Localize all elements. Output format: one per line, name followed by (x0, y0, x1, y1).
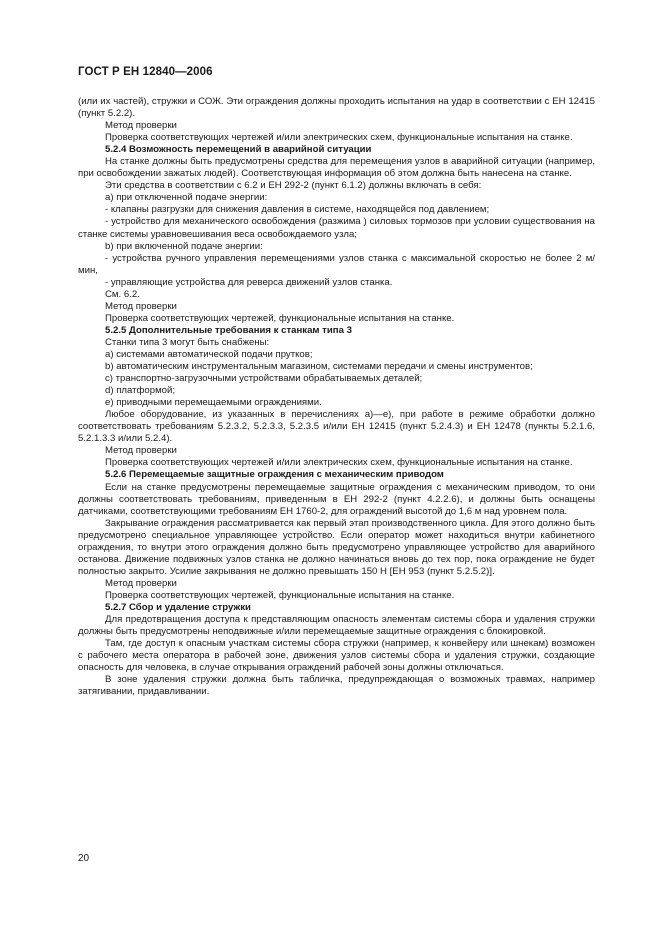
paragraph: Метод проверки (105, 445, 177, 457)
section-heading-5-2-7: 5.2.7 Сбор и удаление стружки (105, 601, 251, 613)
paragraph: Проверка соответствующих чертежей и/или электрических схем, функциональные испытания на станке. (105, 457, 573, 469)
paragraph: Проверка соответствующих чертежей, функциональные испытания на станке. (105, 312, 455, 324)
paragraph: Закрывание ограждения рассматривается как первый этап производственного цикла. Для этого должно быть предусмотрено специальное управляющее устройство. Если оператор может находиться внутри кабинетного ограждения, то внутри этого ограждения должно быть предусмотрено управляющее устройство для аварийного останова. Движение подвижных узлов станка не должно начинаться вновь до тех пор, пока ограждение не будет полностью закрыто. Усилие закрывания не должно превышать 150 Н [ЕН 953 (пункт 5.2.5.2)]. (78, 517, 595, 577)
paragraph: Любое оборудование, из указанных в перечислениях а)—е), при работе в режиме обработки должно соответствовать требованиям 5.2.3.2, 5.2.3.3, 5.2.3.5 и/или ЕН 12415 (пункт 5.2.4.3) и ЕН 12478 (пункты 5.2.1.6, 5.2.1.3.3 и/или 5.2.4). (78, 409, 595, 445)
section-heading-5-2-4: 5.2.4 Возможность перемещений в аварийной ситуации (105, 144, 372, 156)
list-item: - управляющие устройства для реверса движений узлов станка. (105, 276, 393, 288)
list-item: - клапаны разгрузки для снижения давления в системе, находящейся под давлением; (105, 204, 490, 216)
paragraph: Проверка соответствующих чертежей и/или электрических схем, функциональные испытания на станке. (105, 132, 573, 144)
paragraph: Станки типа 3 могут быть снабжены: (105, 336, 270, 348)
list-item: d) платформой; (105, 385, 176, 397)
list-item: b) автоматическим инструментальным магазином, системами передачи и смены инструментов; (105, 361, 533, 373)
paragraph: Для предотвращения доступа к представляющим опасность элементам системы сбора и удаления стружки должны быть предусмотрены неподвижные и/или перемещаемые защитные ограждения с блокировкой. (78, 614, 595, 638)
paragraph: Там, где доступ к опасным участкам системы сбора стружки (например, к конвейеру или шнекам) возможен с рабочего места оператора в рабочей зоне, движения узлов системы сбора и удаления стружки, создающие опасность для человека, в случае открывания ограждений рабочей зоны должны отключаться. (78, 638, 595, 674)
list-item: a) при отключенной подаче энергии: (105, 192, 268, 204)
list-item: c) транспортно-загрузочными устройствами обрабатываемых деталей; (105, 373, 423, 385)
paragraph: Метод проверки (105, 120, 177, 132)
paragraph: В зоне удаления стружки должна быть табличка, предупреждающая о возможных травмах, например затягивании, придавливании. (78, 674, 595, 698)
list-item: a) системами автоматической подачи прутков; (105, 348, 313, 360)
list-item: - устройства ручного управления перемещениями узлов станка с максимальной скоростью не более 2 м/мин, (78, 252, 595, 276)
list-item: e) приводными перемещаемыми ограждениями. (105, 397, 322, 409)
paragraph: Метод проверки (105, 300, 177, 312)
page-number: 20 (78, 853, 90, 864)
document-body (78, 96, 595, 698)
paragraph: Метод проверки (105, 577, 177, 589)
list-item: - устройство для механического освобождения (разжима ) силовых тормозов при условии существования на станке системы уравновешивания веса освобождаемого узла; (78, 216, 595, 240)
paragraph: Проверка соответствующих чертежей, функциональные испытания на станке. (105, 589, 455, 601)
paragraph: Эти средства в соответствии с 6.2 и ЕН 292-2 (пункт 6.1.2) должны включать в себя: (105, 180, 482, 192)
section-heading-5-2-6: 5.2.6 Перемещаемые защитные ограждения с механическим приводом (105, 469, 444, 481)
paragraph: Если на станке предусмотрены перемещаемые защитные ограждения с механическим приводом, то они должны соответствовать требованиям, приведенным в ЕН 292-2 (пункт 4.2.2.6), и должны быть оснащены датчиками, соответствующими требованиям ЕН 1760-2, для ограждений высотой до 1,6 м над уровнем пола. (78, 481, 595, 517)
running-header: ГОСТ Р ЕН 12840—2006 (78, 66, 213, 78)
list-item: b) при включенной подаче энергии: (105, 240, 263, 252)
paragraph: На станке должны быть предусмотрены средства для перемещения узлов в аварийной ситуации (например, при освобождении зажатых людей). Соответствующая информация об этом должна быть нанесена на станке. (78, 156, 595, 180)
section-heading-5-2-5: 5.2.5 Дополнительные требования к станкам типа 3 (105, 324, 352, 336)
paragraph: См. 6.2. (105, 288, 140, 300)
paragraph: (или их частей), стружки и СОЖ. Эти ограждения должны проходить испытания на удар в соответствии с ЕН 12415 (пункт 5.2.2). (78, 96, 595, 120)
